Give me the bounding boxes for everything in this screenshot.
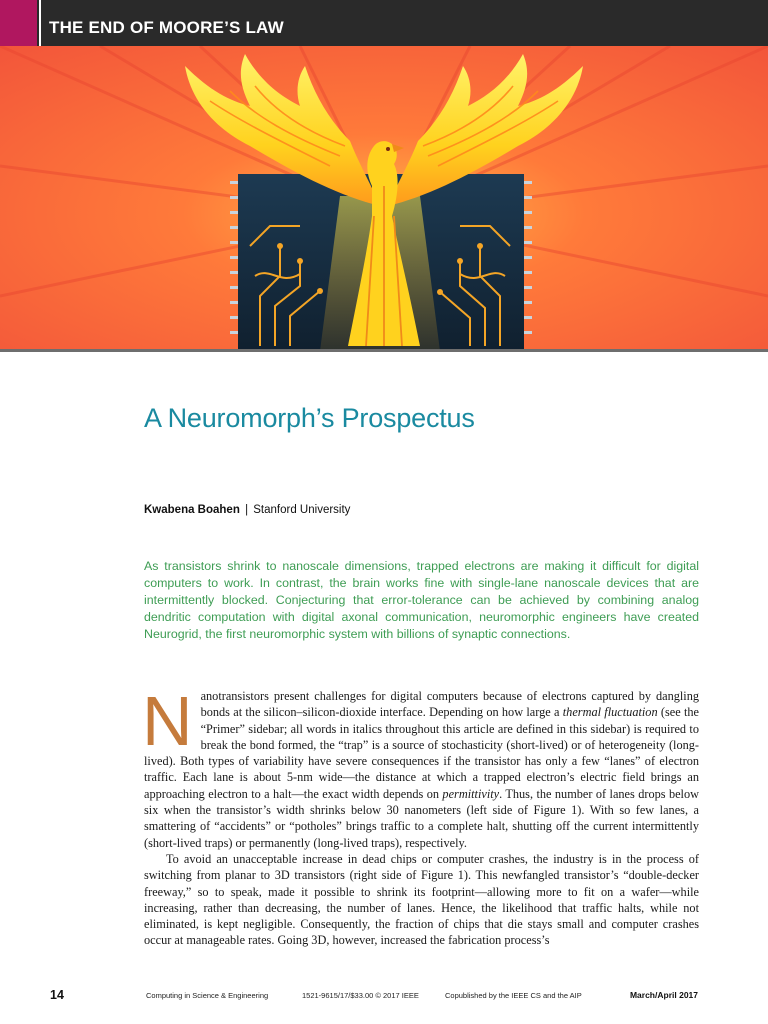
body-p1-part-b: (see the “Primer” sidebar; all words in italics throughout this article are defined in this sidebar) is required to break the bond formed, the “trap” is a source of stochasticity (short-lived) or of heterogeneity (long-lived). Both types of variability have severe consequences if the transistor has only a few “lanes” of electron traffic. Each lane is about 5-nm wide—the distance at which a trapped electron’s electric field brings an approaching electron to a halt—the exact width depends on [144, 705, 699, 801]
drop-cap: N [142, 682, 193, 760]
byline [144, 504, 350, 516]
section-title: THE END OF MOORE’S LAW [49, 18, 284, 37]
body-p1-part-c: . Thus, the number of lanes drops below six when the transistor’s width shrinks below 30 nanometers (left side of Figure 1). With so few lanes, a smattering of “accidents” or “potholes” brings traffic to a complete halt, shutting off the current intermittently (short-lived traps) or permanently (long-lived traps), respectively. [144, 786, 699, 850]
article-title: A Neuromorph’s Prospectus [144, 403, 475, 433]
footer-issn: 1521-9615/17/$33.00 © 2017 IEEE [302, 991, 419, 1000]
term-permittivity: permittivity [442, 786, 500, 801]
phoenix-chip-illustration [0, 46, 768, 351]
abstract: As transistors shrink to nanoscale dimensions, trapped electrons are making it difficult for digital computers to work. In contrast, the brain works fine with single-lane nanoscale devices that are intermittently blocked. Conjecturing that error-tolerance can be achieved by combining analog dendritic computation with digital axonal communication, neuromorphic engineers have created Neurogrid, the first neuromorphic system with billions of synaptic connections. [144, 559, 699, 641]
page-number: 14 [50, 988, 64, 1002]
body-p1-part-a: anotransistors present challenges for digital computers because of electrons captured by dangling bonds at the silicon–silicon-dioxide interface. Depending on how large a [200, 689, 699, 720]
footer-copublished: Copublished by the IEEE CS and the AIP [445, 991, 582, 1000]
body-paragraph-2: To avoid an unacceptable increase in dead chips or computer crashes, the industry is in the process of switching from planar to 3D transistors (right side of Figure 1). This newfangled transistor’s “double-decker freeway,” so to speak, made it possible to shrink its footprint—allowing more to fit on a wafer—while increasing, rather than decreasing, the number of lanes. Hence, the likelihood that traffic halts, while not eliminated, is kept negligible. Consequently, the fraction of chips that die stays small and computer crashes occur at manageable rates. Going 3D, however, increased the fabrication process’s [144, 851, 699, 948]
article-body [142, 682, 699, 949]
byline-separator: | [245, 504, 249, 516]
hero-bottom-rule [0, 349, 768, 352]
hero-illustration [0, 46, 768, 351]
header-divider [39, 0, 41, 46]
term-thermal-fluctuation: thermal fluctuation [562, 705, 658, 720]
section-accent-block [0, 0, 37, 46]
footer-journal-name: Computing in Science & Engineering [146, 991, 269, 1000]
body-paragraph-1 [142, 682, 699, 851]
footer-issue-date: March/April 2017 [629, 990, 698, 1000]
page-footer [0, 988, 768, 1004]
author-name: Kwabena Boahen [144, 504, 240, 516]
author-affiliation: Stanford University [253, 504, 351, 516]
